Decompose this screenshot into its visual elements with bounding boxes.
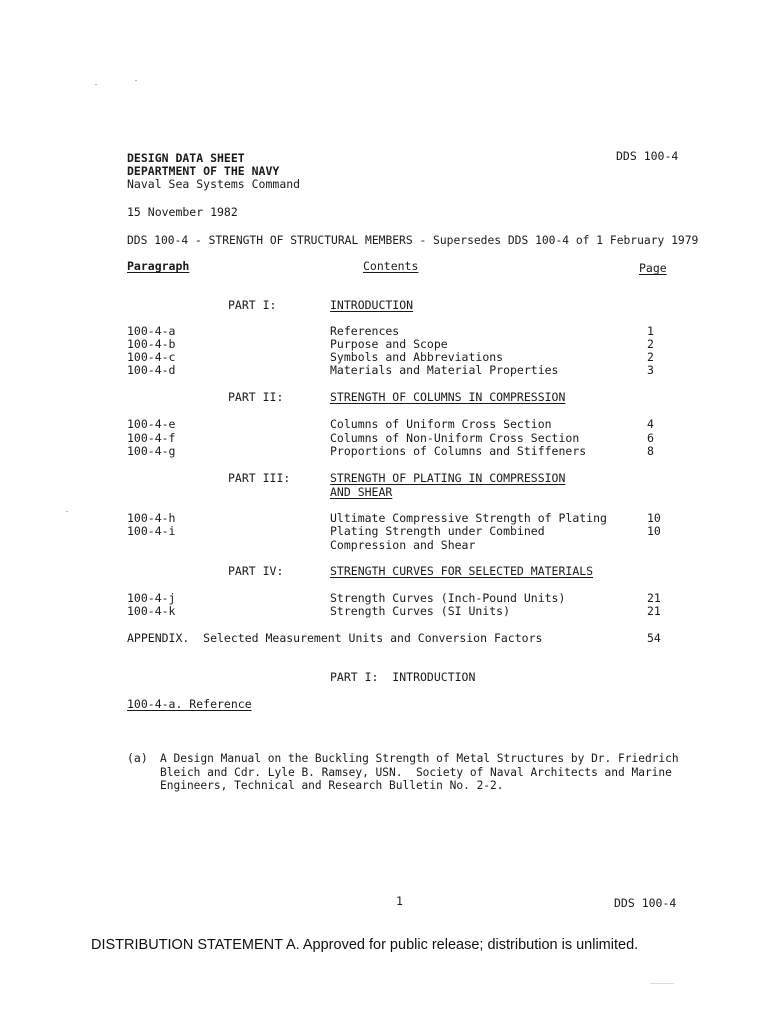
toc-part-title-cont: AND SHEAR <box>330 485 393 499</box>
toc-entry-text: References <box>330 324 400 338</box>
toc-entry-text: Purpose and Scope <box>330 337 448 351</box>
toc-page-number: 6 <box>647 431 654 445</box>
toc-entry-text-cont: Compression and Shear <box>330 538 476 552</box>
toc-paragraph-number: 100-4-h <box>127 511 176 525</box>
toc-col-paragraph: Paragraph <box>127 259 190 273</box>
toc-entry-text: Materials and Material Properties <box>330 363 559 377</box>
toc-page-number: 2 <box>647 337 654 351</box>
toc-paragraph-number: 100-4-g <box>127 444 176 458</box>
toc-page-number: 3 <box>647 363 654 377</box>
reference-line: Bleich and Cdr. Lyle B. Ramsey, USN. Society of Naval Architects and Marine <box>160 766 672 779</box>
toc-part-title: STRENGTH OF COLUMNS IN COMPRESSION <box>330 390 566 404</box>
toc-paragraph-number: 100-4-f <box>127 431 176 445</box>
toc-page-number: 10 <box>647 511 661 525</box>
toc-entry-text: Strength Curves (SI Units) <box>330 604 511 618</box>
distribution-statement: DISTRIBUTION STATEMENT A. Approved for public release; distribution is unlimited. <box>91 937 639 953</box>
toc-paragraph-number: 100-4-e <box>127 417 176 431</box>
scan-speck <box>95 84 97 85</box>
toc-entry-text: Columns of Uniform Cross Section <box>330 417 552 431</box>
toc-paragraph-number: 100-4-d <box>127 363 176 377</box>
header-line-2: DEPARTMENT OF THE NAVY <box>127 164 280 178</box>
toc-page-number: 1 <box>647 324 654 338</box>
toc-entry-text: Symbols and Abbreviations <box>330 350 504 364</box>
toc-part-label: PART I: <box>228 298 277 312</box>
toc-entry-text: Ultimate Compressive Strength of Plating <box>330 511 607 525</box>
toc-part-label: PART IV: <box>228 564 284 578</box>
toc-col-contents: Contents <box>363 259 419 273</box>
toc-part-label: PART III: <box>228 471 291 485</box>
toc-entry-text: Proportions of Columns and Stiffeners <box>330 444 587 458</box>
toc-paragraph-number: 100-4-c <box>127 350 176 364</box>
scan-speck <box>66 511 68 512</box>
toc-entry-text: Columns of Non-Uniform Cross Section <box>330 431 580 445</box>
section-heading: 100-4-a. Reference <box>127 697 252 711</box>
header-title-line: DDS 100-4 - STRENGTH OF STRUCTURAL MEMBERS - Supersedes DDS 100-4 of 1 February 1979 <box>127 234 699 247</box>
toc-col-page: Page <box>639 261 667 275</box>
header-doc-id: DDS 100-4 <box>616 149 679 163</box>
toc-appendix-page: 54 <box>647 631 661 645</box>
toc-entry-text: Strength Curves (Inch-Pound Units) <box>330 591 566 605</box>
reference-line: A Design Manual on the Buckling Strength of Metal Structures by Dr. Friedrich <box>160 752 679 765</box>
toc-paragraph-number: 100-4-b <box>127 337 176 351</box>
reference-line: Engineers, Technical and Research Bulletin No. 2-2. <box>160 779 504 792</box>
part-heading: PART I: INTRODUCTION <box>330 670 476 684</box>
toc-page-number: 21 <box>647 591 661 605</box>
toc-appendix-text: APPENDIX. Selected Measurement Units and Conversion Factors <box>127 631 543 645</box>
header-date: 15 November 1982 <box>127 205 238 219</box>
toc-part-title: STRENGTH OF PLATING IN COMPRESSION <box>330 471 566 485</box>
scan-speck <box>135 80 137 81</box>
footer-doc-id: DDS 100-4 <box>614 896 677 910</box>
footer-page-number: 1 <box>396 894 403 908</box>
scan-speck <box>650 983 674 984</box>
toc-paragraph-number: 100-4-k <box>127 604 176 618</box>
toc-paragraph-number: 100-4-j <box>127 591 176 605</box>
toc-part-title: STRENGTH CURVES FOR SELECTED MATERIALS <box>330 564 594 578</box>
toc-part-title: INTRODUCTION <box>330 298 414 312</box>
reference-marker: (a) <box>127 751 148 765</box>
toc-part-label: PART II: <box>228 390 284 404</box>
toc-page-number: 2 <box>647 350 654 364</box>
toc-page-number: 4 <box>647 417 654 431</box>
header-line-3: Naval Sea Systems Command <box>127 177 301 191</box>
toc-page-number: 21 <box>647 604 661 618</box>
toc-paragraph-number: 100-4-a <box>127 324 176 338</box>
toc-entry-text: Plating Strength under Combined <box>330 524 545 538</box>
header-line-1: DESIGN DATA SHEET <box>127 151 245 165</box>
toc-page-number: 8 <box>647 444 654 458</box>
toc-paragraph-number: 100-4-i <box>127 524 176 538</box>
toc-page-number: 10 <box>647 524 661 538</box>
